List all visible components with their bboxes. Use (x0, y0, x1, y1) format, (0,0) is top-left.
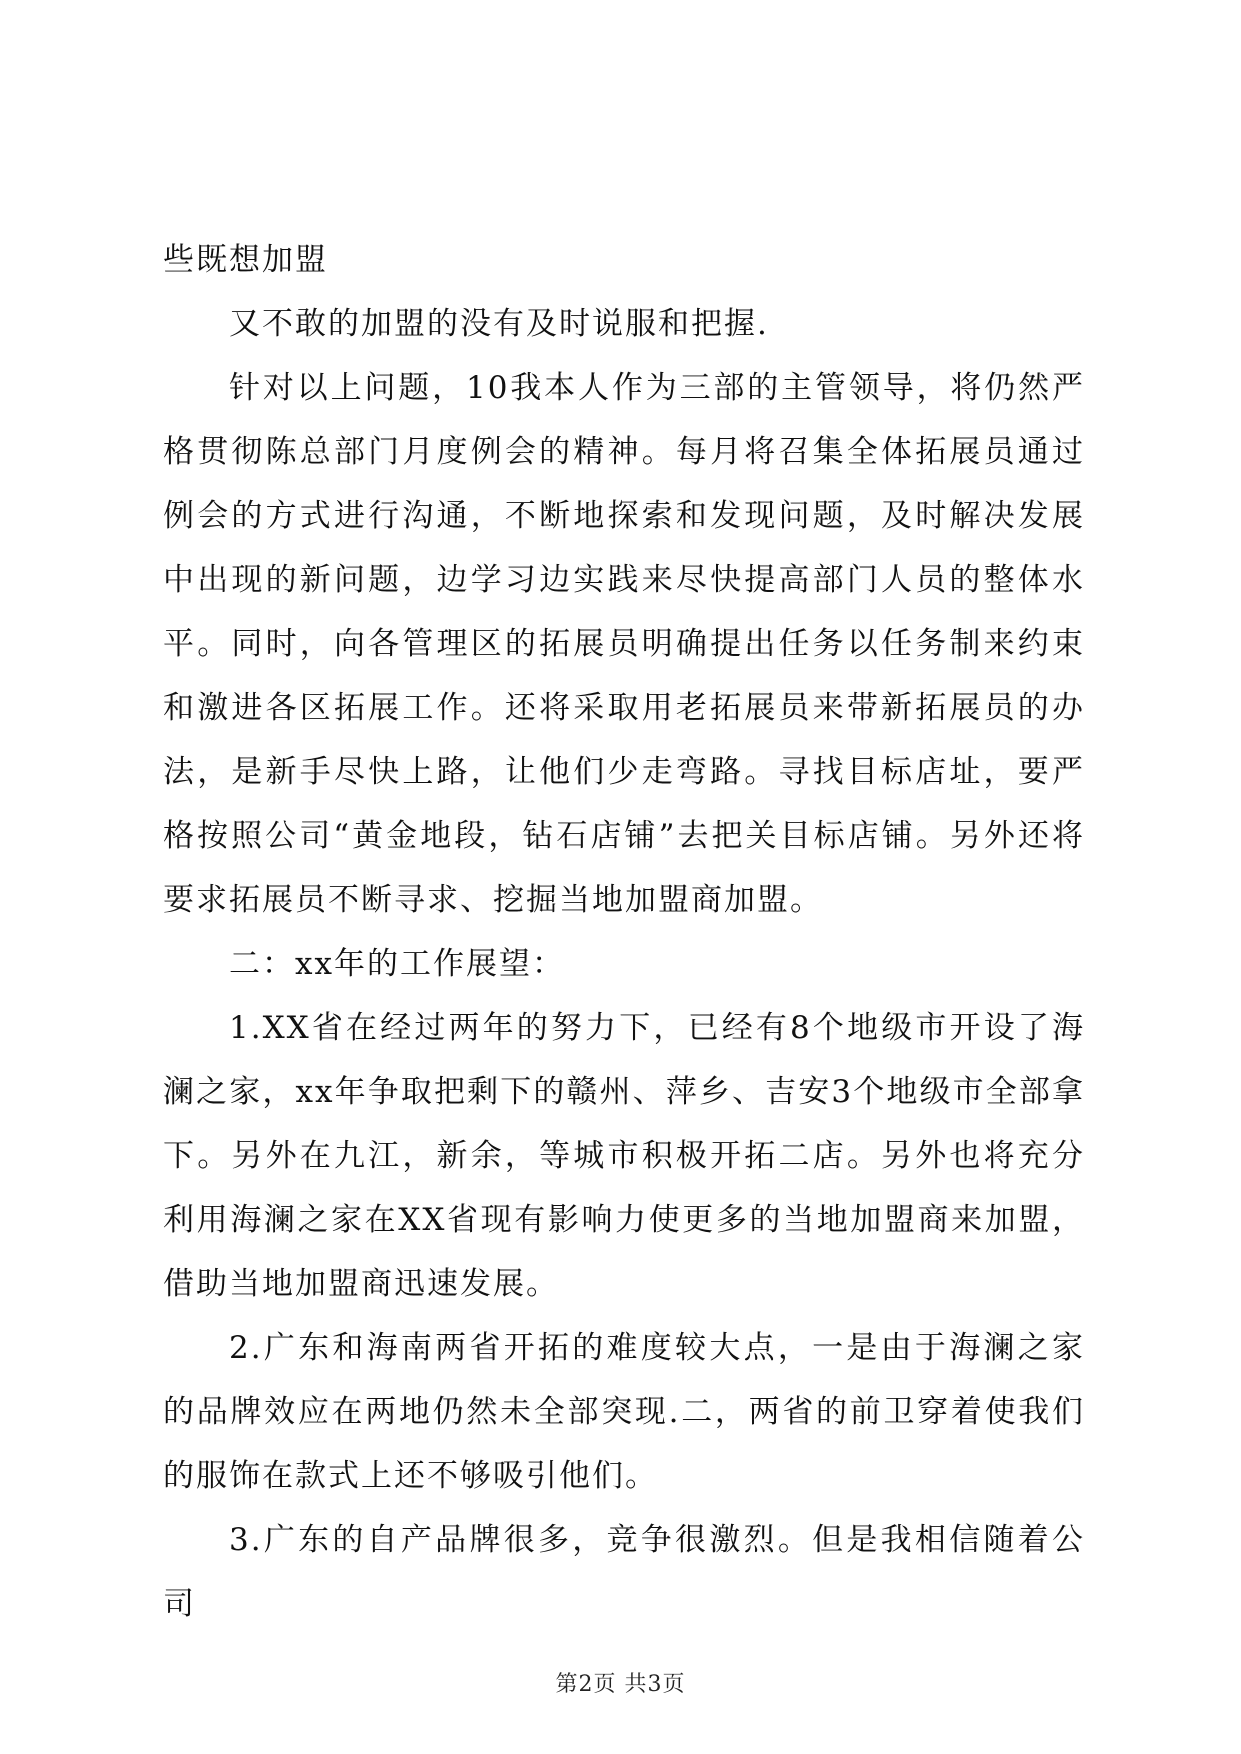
paragraph: 针对以上问题，10我本人作为三部的主管领导，将仍然严格贯彻陈总部门月度例会的精神。每月将召集全体拓展员通过例会的方式进行沟通，不断地探索和发现问题，及时解决发展中出现的新问题，边学习边实践来尽快提高部门人员的整体水平。同时，向各管理区的拓展员明确提出任务以任务制来约束和激进各区拓展工作。还将采取用老拓展员来带新拓展员的办法，是新手尽快上路，让他们少走弯路。寻找目标店址，要严格按照公司“黄金地段，钻石店铺”去把关目标店铺。另外还将要求拓展员不断寻求、挖掘当地加盟商加盟。 (163, 370, 1085, 918)
document-body (163, 228, 1085, 1636)
section-heading: 二：xx年的工作展望： (229, 946, 565, 982)
paragraph: 些既想加盟 (163, 242, 328, 278)
page-number-footer: 第2页 共3页 (555, 1672, 686, 1697)
paragraph: 2.广东和海南两省开拓的难度较大点，一是由于海澜之家的品牌效应在两地仍然未全部突现.二，两省的前卫穿着使我们的服饰在款式上还不够吸引他们。 (163, 1330, 1085, 1494)
paragraph: 3.广东的自产品牌很多，竞争很激烈。但是我相信随着公司 (163, 1522, 1085, 1622)
paragraph: 又不敢的加盟的没有及时说服和把握. (229, 306, 769, 342)
paragraph: 1.XX省在经过两年的努力下，已经有8个地级市开设了海澜之家，xx年争取把剩下的赣州、萍乡、吉安3个地级市全部拿下。另外在九江，新余，等城市积极开拓二店。另外也将充分利用海澜之家在XX省现有影响力使更多的当地加盟商来加盟，借助当地加盟商迅速发展。 (163, 1010, 1085, 1302)
